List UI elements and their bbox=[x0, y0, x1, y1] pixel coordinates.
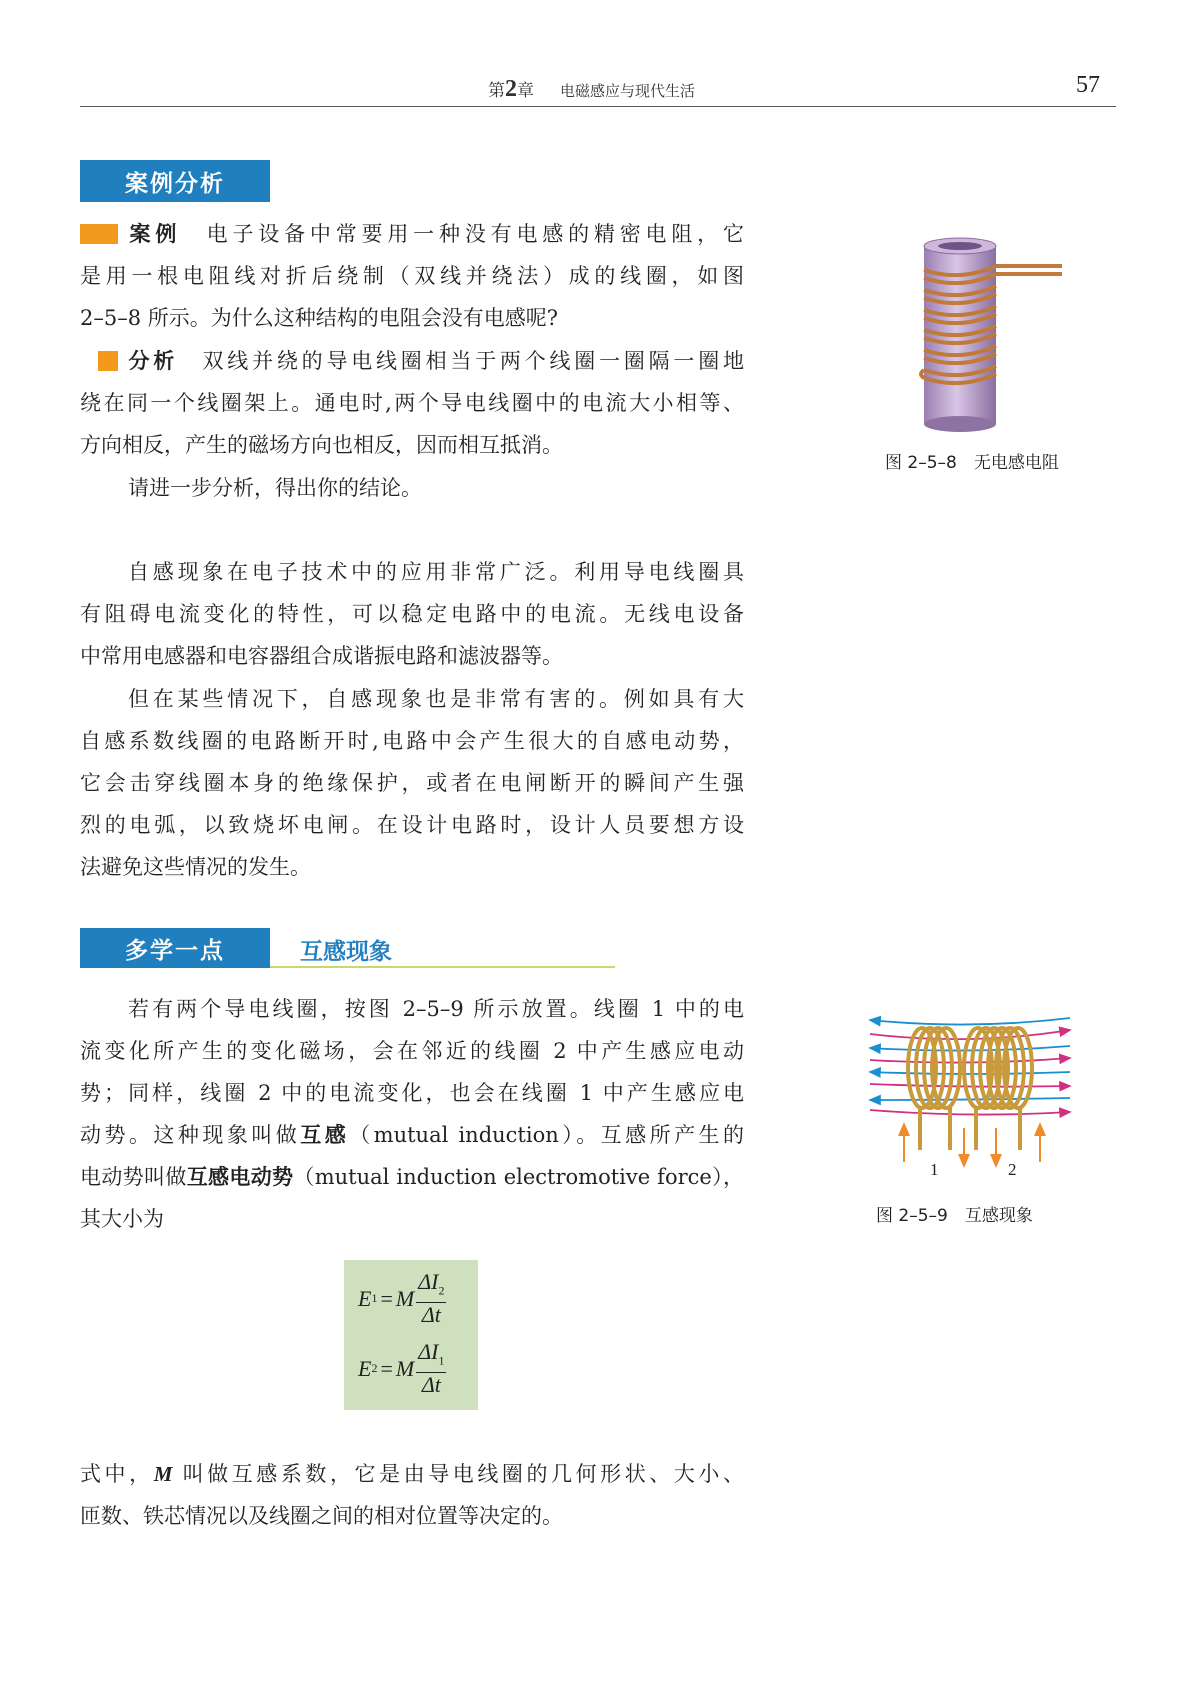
coil-1-label: 1 bbox=[930, 1160, 939, 1179]
learn-more-banner: 多学一点 bbox=[80, 928, 270, 968]
para2-line-1: 但在某些情况下，自感现象也是非常有害的。例如具有大 bbox=[128, 687, 744, 711]
formula-box bbox=[344, 1260, 478, 1410]
page-number: 57 bbox=[1076, 72, 1100, 98]
term-mutual-induction: 互感 bbox=[300, 1123, 350, 1147]
header-divider bbox=[80, 106, 1116, 107]
mutual-induction-figure bbox=[860, 1000, 1085, 1180]
non-inductive-resistor-figure bbox=[872, 236, 1072, 436]
para2-line-3: 它会击穿线圈本身的绝缘保护，或者在电闸断开的瞬间产生强 bbox=[80, 771, 744, 795]
formula-e1: E 1 = M $\frac{\Delta I_2}{\Delta t}$ bbox=[358, 1269, 445, 1328]
mutual-line-2: 流变化所产生的变化磁场，会在邻近的线圈 2 中产生感应电动 bbox=[80, 1039, 744, 1063]
para2-line-5: 法避免这些情况的发生。 bbox=[80, 855, 311, 879]
term-mutual-emf: 互感电动势 bbox=[186, 1165, 294, 1189]
para1-line-1: 自感现象在电子技术中的应用非常广泛。利用导电线圈具 bbox=[128, 560, 744, 584]
topic-underline bbox=[270, 966, 615, 968]
coil-2-label: 2 bbox=[1008, 1160, 1017, 1179]
coil-1 bbox=[908, 1028, 960, 1150]
figure-259-caption: 图 2–5–9 互感现象 bbox=[876, 1206, 1033, 1226]
coil-2 bbox=[964, 1028, 1032, 1150]
analysis-prompt: 请进一步分析，得出你的结论。 bbox=[128, 476, 422, 500]
para2-line-4: 烈的电弧，以致烧坏电闸。在设计电路时，设计人员要想方设 bbox=[80, 813, 744, 837]
mutual-line-3: 势；同样，线圈 2 中的电流变化，也会在线圈 1 中产生感应电 bbox=[80, 1081, 744, 1105]
chapter-title: 电磁感应与现代生活 bbox=[560, 82, 696, 100]
analysis-label: 分析 bbox=[128, 349, 179, 373]
chapter-label: 第2章 bbox=[488, 76, 534, 102]
topic-title: 互感现象 bbox=[300, 939, 392, 965]
case-line-3: 2–5–8 所示。为什么这种结构的电阻会没有电感呢? bbox=[80, 306, 559, 330]
mutual-line-6: 其大小为 bbox=[80, 1207, 164, 1231]
analysis-line-1: 分析 双线并绕的导电线圈相当于两个线圈一圈隔一圈地 bbox=[98, 347, 744, 375]
para1-line-2: 有阻碍电流变化的特性，可以稳定电路中的电流。无线电设备 bbox=[80, 602, 744, 626]
figure-258-caption: 图 2–5–8 无电感电阻 bbox=[885, 453, 1059, 473]
formula-e2: E 2 = M $\frac{\Delta I_1}{\Delta t}$ bbox=[358, 1339, 445, 1398]
case-line-1: 案例 电子设备中常要用一种没有电感的精密电阻，它 bbox=[80, 220, 744, 248]
para2-line-2: 自感系数线圈的电路断开时,电路中会产生很大的自感电动势， bbox=[80, 729, 744, 753]
tail-line-2: 匝数、铁芯情况以及线圈之间的相对位置等决定的。 bbox=[80, 1504, 563, 1528]
case-analysis-banner: 案例分析 bbox=[80, 160, 270, 202]
mutual-line-4: 动势。这种现象叫做互感（mutual induction）。互感所产生的 bbox=[80, 1123, 745, 1147]
analysis-line-3: 方向相反，产生的磁场方向也相反，因而相互抵消。 bbox=[80, 433, 563, 457]
mutual-line-1: 若有两个导电线圈，按图 2–5–9 所示放置。线圈 1 中的电 bbox=[128, 997, 744, 1021]
analysis-label-marker bbox=[98, 351, 118, 371]
case-label-marker bbox=[80, 224, 118, 244]
case-line-2: 是用一根电阻线对折后绕制（双线并绕法）成的线圈，如图 bbox=[80, 264, 744, 288]
mutual-line-5: 电动势叫做互感电动势（mutual induction electromotive force）， bbox=[80, 1165, 745, 1189]
analysis-line-2: 绕在同一个线圈架上。通电时,两个导电线圈中的电流大小相等、 bbox=[80, 391, 744, 415]
tail-line-1: 式中，M 叫做互感系数，它是由导电线圈的几何形状、大小、 bbox=[80, 1462, 744, 1486]
para1-line-3: 中常用电感器和电容器组合成谐振电路和滤波器等。 bbox=[80, 644, 563, 668]
case-label: 案例 bbox=[129, 222, 182, 246]
